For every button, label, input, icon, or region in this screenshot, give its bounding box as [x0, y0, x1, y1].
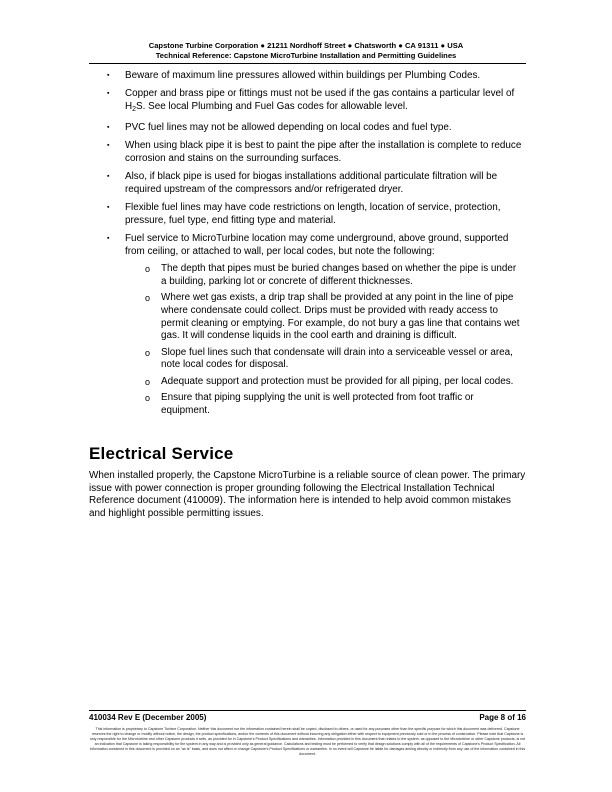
section-heading: Electrical Service	[89, 444, 234, 463]
sub-bullet-marker: o	[145, 293, 151, 303]
list-item	[0, 233, 612, 417]
sub-list-item	[125, 263, 524, 289]
sub-bullet-marker: o	[145, 263, 151, 274]
bullet-marker: ▪	[107, 204, 110, 212]
bullet-marker: ▪	[107, 124, 110, 132]
bullet-marker: ▪	[107, 72, 110, 79]
list-item-text: When using black pipe it is best to paint the pipe after the installation is complete to reduce corrosion and stains on the surrounding surfaces.	[125, 140, 522, 165]
section-paragraph: When installed properly, the Capstone MicroTurbine is a reliable source of clean power. The primary issue with power connection is proper grounding following the Electrical Installation Technical Reference document (410009). The information here is intended to help avoid common mistakes and highlight possible permitting issues.	[89, 470, 526, 519]
sub-bullet-list	[125, 263, 524, 418]
bullet-marker: ▪	[107, 235, 110, 243]
sub-list-item	[125, 347, 524, 373]
sub-list-item	[125, 376, 524, 389]
list-item-text: Copper and brass pipe or fittings must not be used if the gas contains a particular level of $H_2S$. See local Plumbing and Fuel Gas codes for allowable level.	[125, 88, 515, 113]
sub-list-item	[125, 392, 524, 418]
sub-list-item-text: Where wet gas exists, a drip trap shall be provided at any point in the line of pipe where condensate could collect. Drips must be provided with ready access to permit cleaning or emptying. For example, do not bury a gas line that contains wet gas. It will condense liquids in the cool earth and draining is difficult.	[161, 292, 520, 342]
header-reference-line: Technical Reference: Capstone MicroTurbine Installation and Permitting Guidelines	[155, 51, 457, 60]
page-header	[0, 41, 612, 61]
list-item	[0, 171, 612, 197]
list-item-text: Beware of maximum line pressures allowed within buildings per Plumbing Codes.	[125, 70, 481, 81]
sub-bullet-marker: o	[145, 347, 151, 358]
list-item-text: Fuel service to MicroTurbine location may come underground, above ground, supported from ceiling, or attached to wall, per local codes, but note the following:	[125, 233, 509, 258]
footer-divider	[89, 710, 526, 711]
header-divider	[89, 63, 526, 64]
bullet-list	[0, 70, 612, 423]
list-item-text: PVC fuel lines may not be allowed depending on local codes and fuel type.	[125, 122, 452, 134]
page-number: Page 8 of 16	[479, 713, 526, 722]
sub-bullet-marker: o	[145, 393, 151, 404]
list-item-text: Also, if black pipe is used for biogas installations additional particulate filtration will be required upstream of the compressors and/or refrigerated dryer.	[125, 171, 498, 196]
bullet-marker: ▪	[107, 90, 110, 98]
list-item	[0, 88, 612, 117]
sub-bullet-marker: o	[145, 376, 151, 387]
bullet-marker: ▪	[107, 173, 110, 181]
sub-list-item	[125, 292, 524, 343]
sub-list-item-text: Ensure that piping supplying the unit is well protected from foot traffic or equipment.	[161, 392, 474, 416]
bullet-marker: ▪	[107, 142, 110, 150]
list-item-text: Flexible fuel lines may have code restrictions on length, location of service, protection, pressure, fuel type, end fitting type and material.	[125, 202, 501, 227]
document-id: 410034 Rev E (December 2005)	[89, 713, 207, 722]
list-item	[0, 70, 612, 83]
list-item	[0, 202, 612, 228]
legal-disclaimer: This information is proprietary to Capstone Turbine Corporation. Neither this document nor the information contained herein shall be copied, disclosed to others, or used for any purposes other than the specific purpose for which this document was delivered. Capstone reserves the right to change or modify without notice, the design, the product specifications, and/or the contents of this document without incurring any obligation either with respect to equipment previously sold or in the process of construction. Please note that Capstone is only responsible for the Microturbine and other Capstone products it sells, as provided for in Capstone's Product Specifications and warranties. Information provided in this document that relates to the system, as opposed to the Microturbine or other Capstone products, is not an indication that Capstone is taking responsibility for the system in any way and is provided only as general guidance. Calculations and testing must be performed to verify that design solutions comply with all of the requirements of Capstone's Product Specification. All information contained in this document is provided on an "as is" basis, and does not affect or change Capstone's Product Specifications or warranties. In no event will Capstone be liable for damages arising directly or indirectly from any use of the information contained in this document.	[89, 727, 526, 756]
list-item	[0, 140, 612, 166]
list-item	[0, 122, 612, 135]
header-company-line: Capstone Turbine Corporation ● 21211 Nordhoff Street ● Chatsworth ● CA 91311 ● USA	[148, 41, 464, 50]
sub-list-item-text: The depth that pipes must be buried changes based on whether the pipe is under a building, parking lot or concrete of different thicknesses.	[161, 262, 517, 287]
sub-list-item-text: Adequate support and protection must be provided for all piping, per local codes.	[161, 375, 514, 387]
sub-list-item-text: Slope fuel lines such that condensate will drain into a serviceable vessel or area, note local codes for disposal.	[161, 346, 513, 371]
